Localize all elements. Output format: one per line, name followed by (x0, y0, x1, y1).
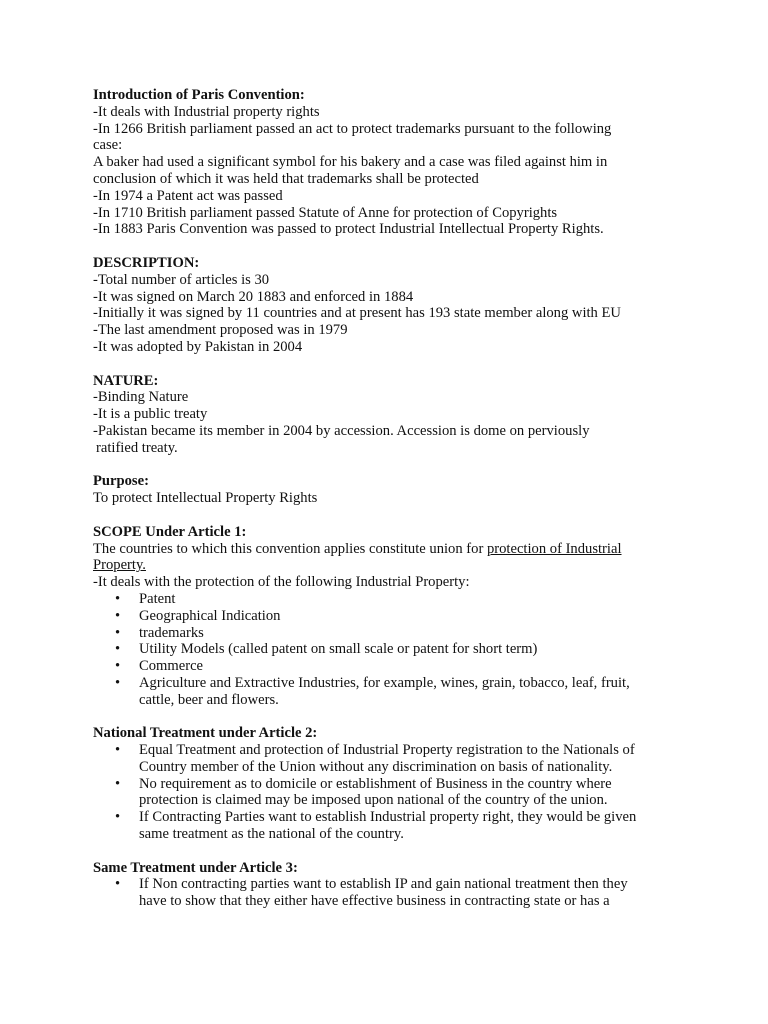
list-item-text: same treatment as the national of the country. (139, 826, 404, 843)
scope-line (93, 557, 693, 574)
same-bullet-list (93, 876, 693, 910)
intro-line: -It deals with Industrial property rights (93, 103, 320, 120)
list-item (93, 675, 693, 709)
list-item-text: If Contracting Parties want to establish Industrial property right, they would be given (139, 809, 637, 826)
list-item (93, 776, 693, 810)
list-item-text: No requirement as to domicile or establishment of Business in the country where (139, 775, 612, 792)
list-item-text: protection is claimed may be imposed upon national of the country of the union. (139, 792, 608, 809)
list-item-text: Utility Models (called patent on small scale or patent for short term) (139, 641, 538, 658)
list-item (93, 809, 693, 843)
list-item-text: have to show that they either have effective business in contracting state or has a (139, 893, 610, 910)
nature-line: ratified treaty. (96, 439, 178, 456)
nature-heading: NATURE: (93, 372, 159, 389)
purpose-line: To protect Intellectual Property Rights (93, 490, 318, 507)
description-line: -The last amendment proposed was in 1979 (93, 322, 348, 339)
intro-line: -In 1710 British parliament passed Statute of Anne for protection of Copyrights (93, 204, 558, 221)
bullet-icon: • (115, 742, 121, 759)
bullet-icon: • (115, 775, 121, 792)
list-item-text: If Non contracting parties want to establish IP and gain national treatment then they (139, 876, 628, 893)
bullet-icon: • (115, 641, 121, 658)
list-item (93, 658, 693, 675)
list-item (93, 625, 693, 642)
bullet-icon: • (115, 607, 121, 624)
scope-underlined-text: Property. (93, 557, 146, 574)
document-body (93, 87, 693, 910)
description-line: -Total number of articles is 30 (93, 271, 270, 288)
nature-line: -Pakistan became its member in 2004 by accession. Accession is dome on perviously (93, 422, 590, 439)
list-item-text: Commerce (139, 658, 204, 675)
scope-bullet-list (93, 591, 693, 709)
same-heading: Same Treatment under Article 3: (93, 859, 298, 876)
nature-line: -It is a public treaty (93, 406, 208, 423)
list-item-text: Agriculture and Extractive Industries, for example, wines, grain, tobacco, leaf, fruit, (139, 674, 630, 691)
intro-line: A baker had used a significant symbol for his bakery and a case was filed against him in (93, 154, 608, 171)
description-heading: DESCRIPTION: (93, 254, 200, 271)
bullet-icon: • (115, 674, 121, 691)
list-item (93, 742, 693, 776)
scope-heading: SCOPE Under Article 1: (93, 523, 247, 540)
bullet-icon: • (115, 624, 121, 641)
list-item-text: cattle, beer and flowers. (139, 691, 279, 708)
bullet-icon: • (115, 809, 121, 826)
list-item-text: Equal Treatment and protection of Industrial Property registration to the Nationals of (139, 742, 635, 759)
national-heading: National Treatment under Article 2: (93, 725, 318, 742)
scope-text: The countries to which this convention applies constitute union for (93, 540, 487, 557)
bullet-icon: • (115, 876, 121, 893)
scope-line (93, 541, 693, 558)
intro-line: -In 1883 Paris Convention was passed to protect Industrial Intellectual Property Rights. (93, 221, 604, 238)
intro-line: case: (93, 137, 123, 154)
scope-underlined-text: protection of Industrial (486, 540, 622, 557)
intro-line: -In 1266 British parliament passed an act to protect trademarks pursuant to the following (93, 120, 612, 137)
intro-line: -In 1974 a Patent act was passed (93, 187, 283, 204)
nature-line: -Binding Nature (93, 389, 189, 406)
description-line: -It was adopted by Pakistan in 2004 (93, 338, 303, 355)
list-item-text: Geographical Indication (139, 607, 281, 624)
list-item (93, 876, 693, 910)
bullet-icon: • (115, 658, 121, 675)
purpose-heading: Purpose: (93, 473, 149, 490)
national-bullet-list (93, 742, 693, 843)
scope-line: -It deals with the protection of the following Industrial Property: (93, 574, 470, 591)
list-item-text: Country member of the Union without any discrimination on basis of nationality. (139, 758, 613, 775)
list-item (93, 608, 693, 625)
description-line: -It was signed on March 20 1883 and enforced in 1884 (93, 288, 414, 305)
list-item (93, 641, 693, 658)
intro-heading: Introduction of Paris Convention: (93, 87, 305, 103)
bullet-icon: • (115, 590, 121, 607)
description-line: -Initially it was signed by 11 countries and at present has 193 state member along with EU (93, 305, 621, 322)
list-item (93, 591, 693, 608)
list-item-text: trademarks (139, 624, 204, 641)
list-item-text: Patent (139, 590, 176, 607)
intro-line: conclusion of which it was held that trademarks shall be protected (93, 170, 479, 187)
